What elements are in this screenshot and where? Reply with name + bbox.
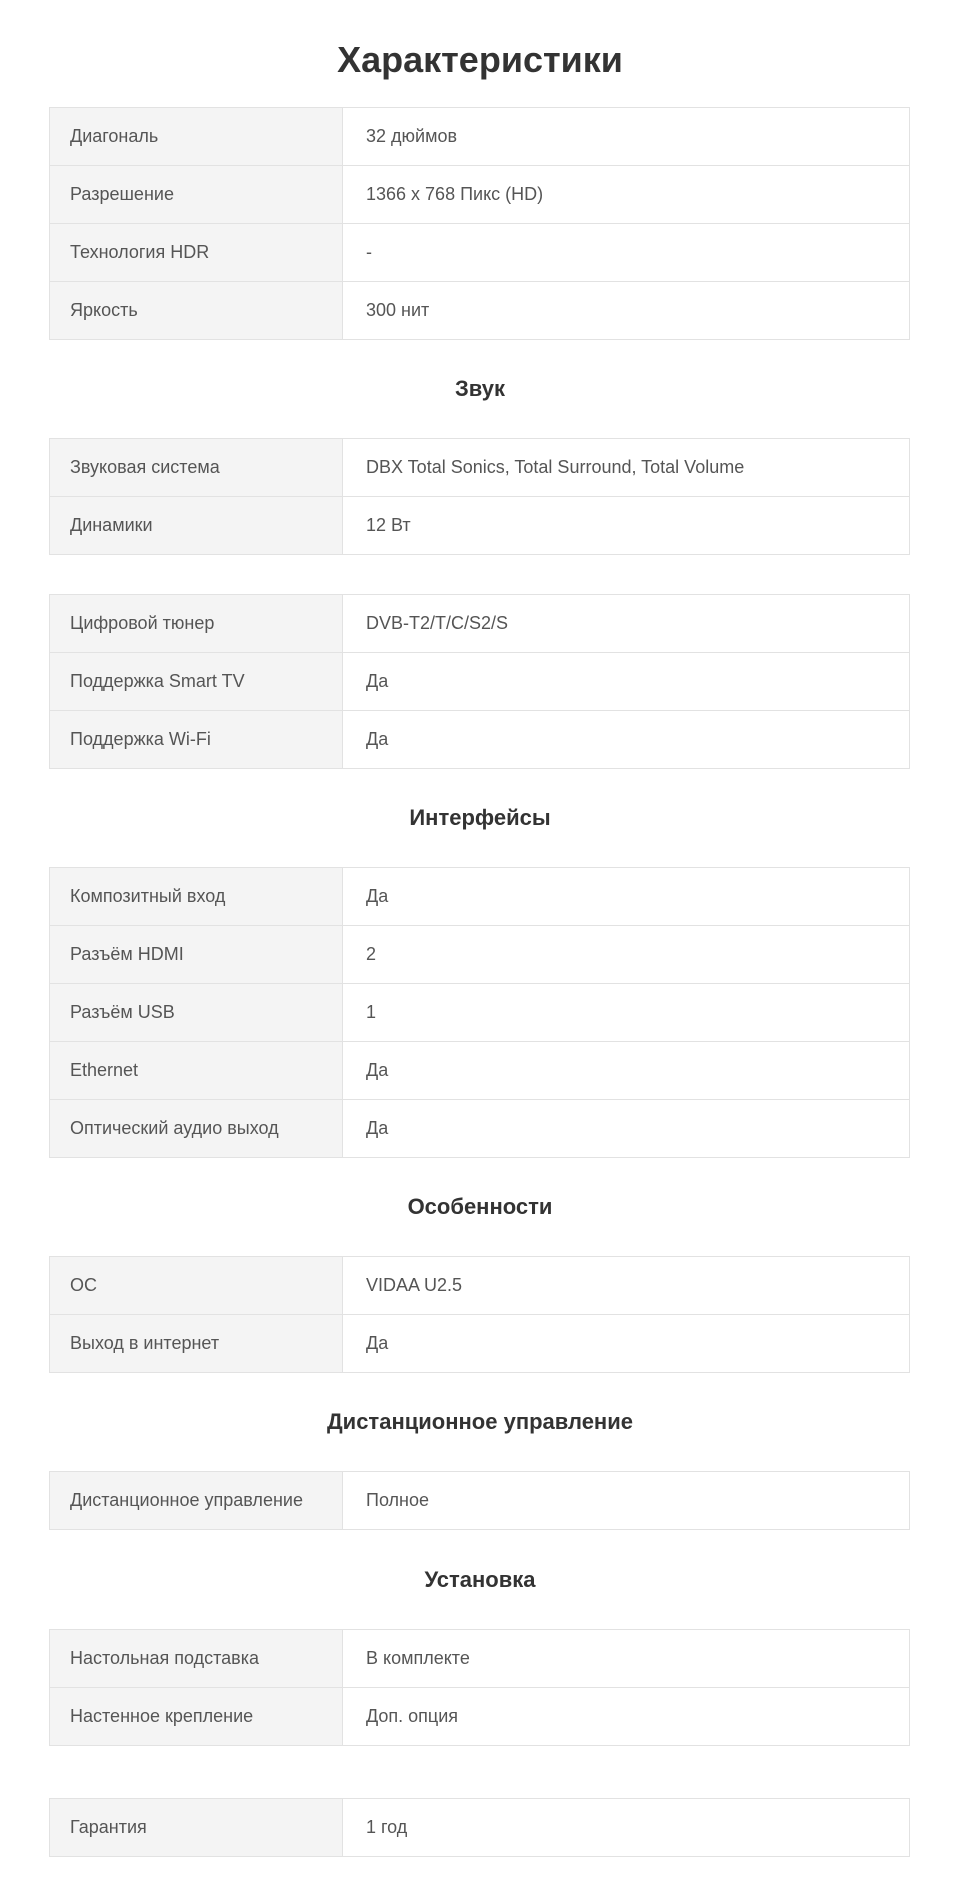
- spec-label: Разъём USB: [50, 984, 343, 1041]
- page-title: Характеристики: [337, 39, 623, 80]
- spec-label: Диагональ: [50, 108, 343, 165]
- spec-value: 300 нит: [343, 282, 909, 339]
- spec-label: Разрешение: [50, 166, 343, 223]
- section-title-installation: Установка: [424, 1567, 536, 1592]
- spec-label: Яркость: [50, 282, 343, 339]
- spec-label: Цифровой тюнер: [50, 595, 343, 652]
- table-row: [50, 710, 909, 768]
- spec-value: 12 Вт: [343, 497, 909, 554]
- spec-value: 1: [343, 984, 909, 1041]
- spec-label: Настенное крепление: [50, 1688, 343, 1745]
- spec-value: VIDAA U2.5: [343, 1257, 909, 1314]
- table-row: [50, 1687, 909, 1745]
- spec-label: Гарантия: [50, 1799, 343, 1856]
- table-row: [50, 1257, 909, 1314]
- spec-table-display: [49, 107, 910, 340]
- section-title-sound: Звук: [454, 376, 505, 401]
- spec-value: 1 год: [343, 1799, 909, 1856]
- table-row: [50, 1799, 909, 1856]
- spec-table-remote: [49, 1471, 910, 1530]
- spec-label: ОС: [50, 1257, 343, 1314]
- spec-label: Оптический аудио выход: [50, 1100, 343, 1157]
- spec-table-features: [49, 1256, 910, 1373]
- spec-value: Полное: [343, 1472, 909, 1529]
- spec-label: Дистанционное управление: [50, 1472, 343, 1529]
- spec-value: В комплекте: [343, 1630, 909, 1687]
- spec-value: Да: [343, 1042, 909, 1099]
- section-title-features: Особенности: [407, 1194, 553, 1219]
- table-row: [50, 1630, 909, 1687]
- spec-value: 1366 x 768 Пикс (HD): [343, 166, 909, 223]
- table-row: [50, 223, 909, 281]
- spec-table-warranty: [49, 1798, 910, 1857]
- spec-value: Доп. опция: [343, 1688, 909, 1745]
- table-row: [50, 983, 909, 1041]
- spec-label: Разъём HDMI: [50, 926, 343, 983]
- spec-value: Да: [343, 1100, 909, 1157]
- spec-value: DBX Total Sonics, Total Surround, Total Volume: [343, 439, 909, 496]
- spec-value: Да: [343, 653, 909, 710]
- spec-label: Композитный вход: [50, 868, 343, 925]
- spec-label: Звуковая система: [50, 439, 343, 496]
- table-row: [50, 165, 909, 223]
- spec-table-installation: [49, 1629, 910, 1746]
- table-row: [50, 1041, 909, 1099]
- table-row: [50, 1472, 909, 1529]
- table-row: [50, 925, 909, 983]
- section-title-remote: Дистанционное управление: [327, 1409, 633, 1434]
- spec-value: 32 дюймов: [343, 108, 909, 165]
- spec-value: Да: [343, 1315, 909, 1372]
- spec-table-interfaces: [49, 867, 910, 1158]
- spec-value: Да: [343, 868, 909, 925]
- spec-label: Технология HDR: [50, 224, 343, 281]
- spec-table-smart: [49, 594, 910, 769]
- spec-label: Поддержка Smart TV: [50, 653, 343, 710]
- table-row: [50, 868, 909, 925]
- spec-value: 2: [343, 926, 909, 983]
- table-row: [50, 1314, 909, 1372]
- spec-label: Настольная подставка: [50, 1630, 343, 1687]
- spec-label: Выход в интернет: [50, 1315, 343, 1372]
- table-row: [50, 1099, 909, 1157]
- spec-value: -: [343, 224, 909, 281]
- table-row: [50, 595, 909, 652]
- table-row: [50, 652, 909, 710]
- spec-value: DVB-T2/T/C/S2/S: [343, 595, 909, 652]
- section-title-interfaces: Интерфейсы: [409, 805, 551, 830]
- table-row: [50, 281, 909, 339]
- spec-value: Да: [343, 711, 909, 768]
- spec-label: Поддержка Wi-Fi: [50, 711, 343, 768]
- table-row: [50, 439, 909, 496]
- spec-label: Ethernet: [50, 1042, 343, 1099]
- spec-label: Динамики: [50, 497, 343, 554]
- spec-table-sound: [49, 438, 910, 555]
- table-row: [50, 108, 909, 165]
- table-row: [50, 496, 909, 554]
